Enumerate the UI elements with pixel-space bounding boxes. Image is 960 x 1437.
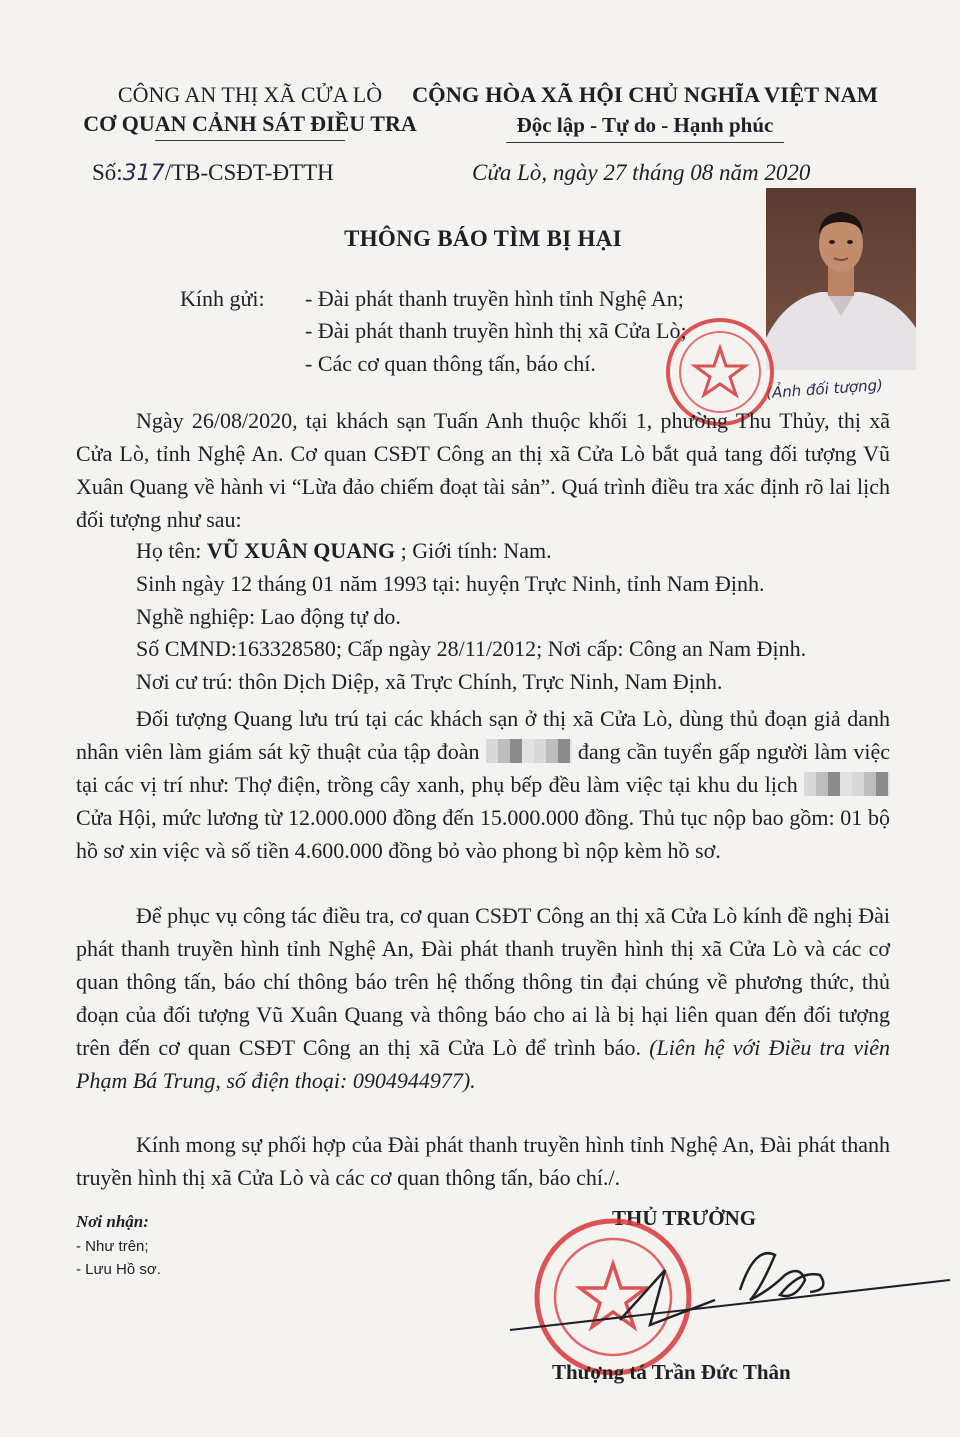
agency-underline xyxy=(155,140,345,141)
docno-prefix: Số: xyxy=(92,160,123,185)
residence-line: Nơi cư trú: thôn Dịch Diệp, xã Trực Chính, Trực Ninh, Nam Định. xyxy=(136,669,723,694)
motto-underline xyxy=(506,142,784,143)
photo-caption: (Ảnh đối tượng) xyxy=(765,375,884,403)
date-line: Cửa Lò, ngày 27 tháng 08 năm 2020 xyxy=(472,160,811,185)
agency-line2: CƠ QUAN CẢNH SÁT ĐIỀU TRA xyxy=(83,111,417,136)
document-number xyxy=(92,160,334,186)
recipient-item: - Đài phát thanh truyền hình thị xã Cửa Lò; xyxy=(305,318,687,343)
agency-header xyxy=(50,80,450,141)
recipient-item: - Các cơ quan thông tấn, báo chí. xyxy=(305,351,596,376)
chief-title: THỦ TRƯỞNG xyxy=(612,1206,757,1230)
docno-handwritten: 317 xyxy=(122,161,165,186)
suspect-photo-image xyxy=(766,188,916,370)
recipients-label: Kính gửi: xyxy=(180,286,265,311)
redacted-resort xyxy=(804,772,890,796)
birth-line: Sinh ngày 12 tháng 01 năm 1993 tại: huyện Trực Ninh, tỉnh Nam Định. xyxy=(136,571,765,596)
paragraph-incident: Ngày 26/08/2020, tại khách sạn Tuấn Anh thuộc khối 1, phường Thu Thủy, thị xã Cửa Lò, tỉnh Nghệ An. Cơ quan CSĐT Công an thị xã Cửa Lò bắt quả tang đối tượng Vũ Xuân Quang về hành vi “Lừa đảo chiếm đoạt tài sản”. Quá trình điều tra xác định rõ lai lịch đối tượng như sau: xyxy=(76,408,890,532)
republic-header xyxy=(400,80,890,143)
handwritten-signature-icon xyxy=(500,1230,960,1350)
method-text-b: đang cần tuyển gấp người làm việc tại các vị trí như: Thợ điện, trồng cây xanh, phụ bếp đều làm việc tại khu du lịch xyxy=(76,739,890,797)
paragraph-closing: Kính mong sự phối hợp của Đài phát thanh truyền hình tỉnh Nghệ An, Đài phát thanh truyền hình thị xã Cửa Lò và các cơ quan thông tấn, báo chí./. xyxy=(76,1132,890,1190)
suspect-name: VŨ XUÂN QUANG xyxy=(206,538,396,563)
id-card-line: Số CMND:163328580; Cấp ngày 28/11/2012; Nơi cấp: Công an Nam Định. xyxy=(136,636,807,661)
suspect-photo xyxy=(766,188,916,370)
republic-motto: Độc lập - Tự do - Hạnh phúc xyxy=(516,113,774,137)
recipients-footer-item: - Lưu Hồ sơ. xyxy=(76,1261,161,1278)
contact-info: (Liên hệ với Điều tra viên Phạm Bá Trung, số điện thoại: 0904944977). xyxy=(76,1035,890,1093)
agency-line1: CÔNG AN THỊ XÃ CỬA LÒ xyxy=(117,82,383,107)
method-text-c: Cửa Hội, mức lương từ 12.000.000 đồng đến 15.000.000 đồng. Thủ tục nộp bao gồm: 01 bộ hồ sơ xin việc và số tiền 4.600.000 đồng bỏ vào phong bì nộp kèm hồ sơ. xyxy=(76,805,890,863)
job-line: Nghề nghiệp: Lao động tự do. xyxy=(136,604,401,629)
method-text-a: Đối tượng Quang lưu trú tại các khách sạn ở thị xã Cửa Lò, dùng thủ đoạn giả danh nhân viên làm giám sát kỹ thuật của tập đoàn xyxy=(76,706,890,764)
paragraph-method xyxy=(76,702,890,867)
page-title xyxy=(0,226,960,252)
republic-line1: CỘNG HÒA XÃ HỘI CHỦ NGHĨA VIỆT NAM xyxy=(411,82,879,107)
name-label: Họ tên: xyxy=(136,538,207,563)
recipients-footer-label: Nơi nhận: xyxy=(76,1212,149,1231)
redacted-company xyxy=(486,739,572,763)
recipient-item: - Đài phát thanh truyền hình tỉnh Nghệ An; xyxy=(305,286,684,311)
suspect-name-line xyxy=(136,538,552,564)
docno-suffix: /TB-CSĐT-ĐTTH xyxy=(164,160,334,185)
title-text: THÔNG BÁO TÌM BỊ HẠI xyxy=(344,226,622,251)
request-text: Để phục vụ công tác điều tra, cơ quan CSĐT Công an thị xã Cửa Lò kính đề nghị Đài phát thanh truyền hình tỉnh Nghệ An, Đài phát thanh truyền hình thị xã Cửa Lò và các cơ quan thông tấn, báo chí thông báo trên hệ thống thông tin đại chúng về phương thức, thủ đoạn của đối tượng Vũ Xuân Quang và thông báo cho ai là bị hại liên quan đến đối tượng trên đến cơ quan CSĐT Công an thị xã Cửa Lò để trình báo. xyxy=(76,903,890,1060)
recipients-footer-item: - Như trên; xyxy=(76,1238,149,1255)
chief-name: Thượng tá Trần Đức Thân xyxy=(552,1360,791,1384)
paragraph-request xyxy=(76,899,890,1097)
gender-text: ; Giới tính: Nam. xyxy=(395,538,552,563)
